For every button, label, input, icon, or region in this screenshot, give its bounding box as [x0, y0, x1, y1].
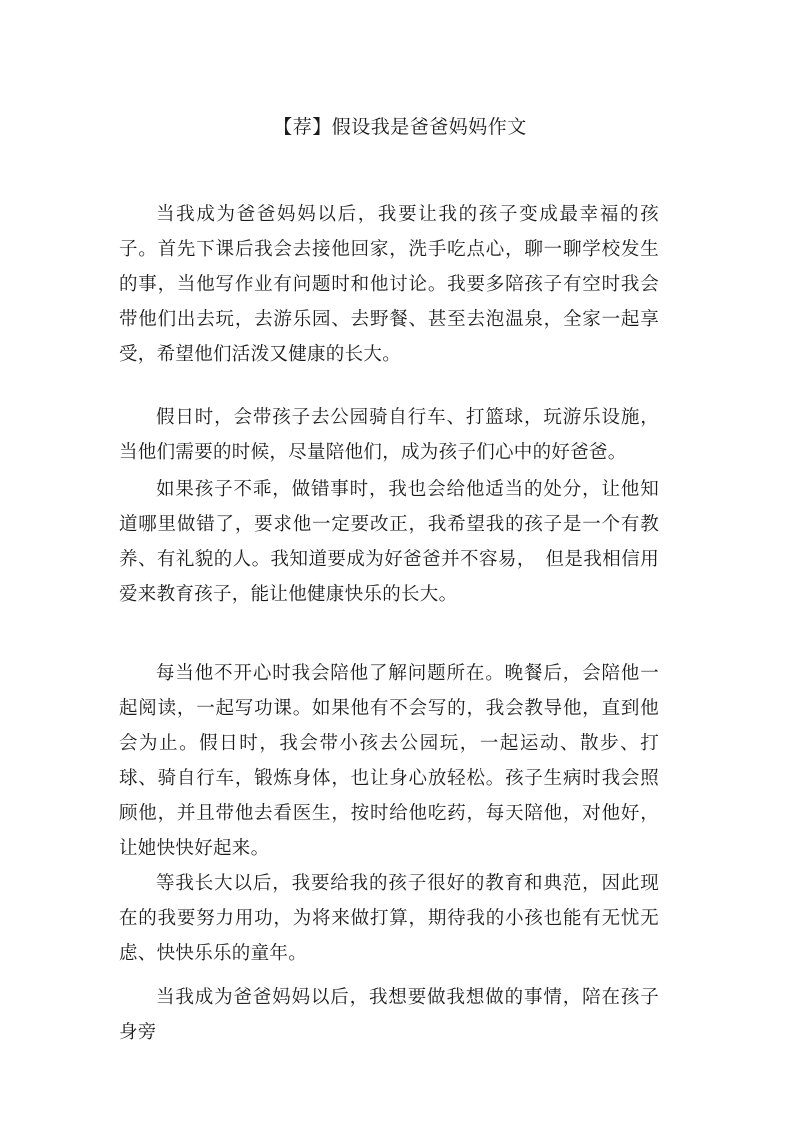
- paragraph-5: 等我长大以后，我要给我的孩子很好的教育和典范，因此现在的我要努力用功，为将来做打算，期待我的小孩也能有无忧无虑、快快乐乐的童年。: [119, 873, 659, 964]
- paragraph-1: 当我成为爸爸妈妈以后，我要让我的孩子变成最幸福的孩子。首先下课后我会去接他回家，洗手吃点心，聊一聊学校发生的事，当他写作业有问题时和他讨论。我要多陪孩子有空时我会带他们出去玩，去游乐园、去野餐、甚至去泡温泉，全家一起享受，希望他们活泼又健康的长大。: [119, 204, 659, 365]
- paragraph-2: 假日时，会带孩子去公园骑自行车、打篮球，玩游乐设施，当他们需要的时候，尽量陪他们，成为孩子们心中的好爸爸。: [119, 407, 659, 463]
- paragraph-3: 如果孩子不乖，做错事时，我也会给他适当的处分，让他知道哪里做错了，要求他一定要改正，我希望我的孩子是一个有教养、有礼貌的人。我知道要成为好爸爸并不容易， 但是我相信用爱来教育孩子，能让他健康快乐的长大。: [119, 479, 659, 605]
- document-title: 【荐】假设我是爸爸妈妈作文: [273, 116, 527, 138]
- paragraph-4: 每当他不开心时我会陪他了解问题所在。晚餐后，会陪他一起阅读，一起写功课。如果他有不会写的，我会教导他，直到他会为止。假日时，我会带小孩去公园玩，一起运动、散步、打球、骑自行车，锻炼身体，也让身心放轻松。孩子生病时我会照顾他，并且带他去看医生，按时给他吃药，每天陪他，对他好，让她快快好起来。: [119, 663, 659, 859]
- paragraph-6: 当我成为爸爸妈妈以后，我想要做我想做的事情，陪在孩子身旁: [119, 987, 659, 1043]
